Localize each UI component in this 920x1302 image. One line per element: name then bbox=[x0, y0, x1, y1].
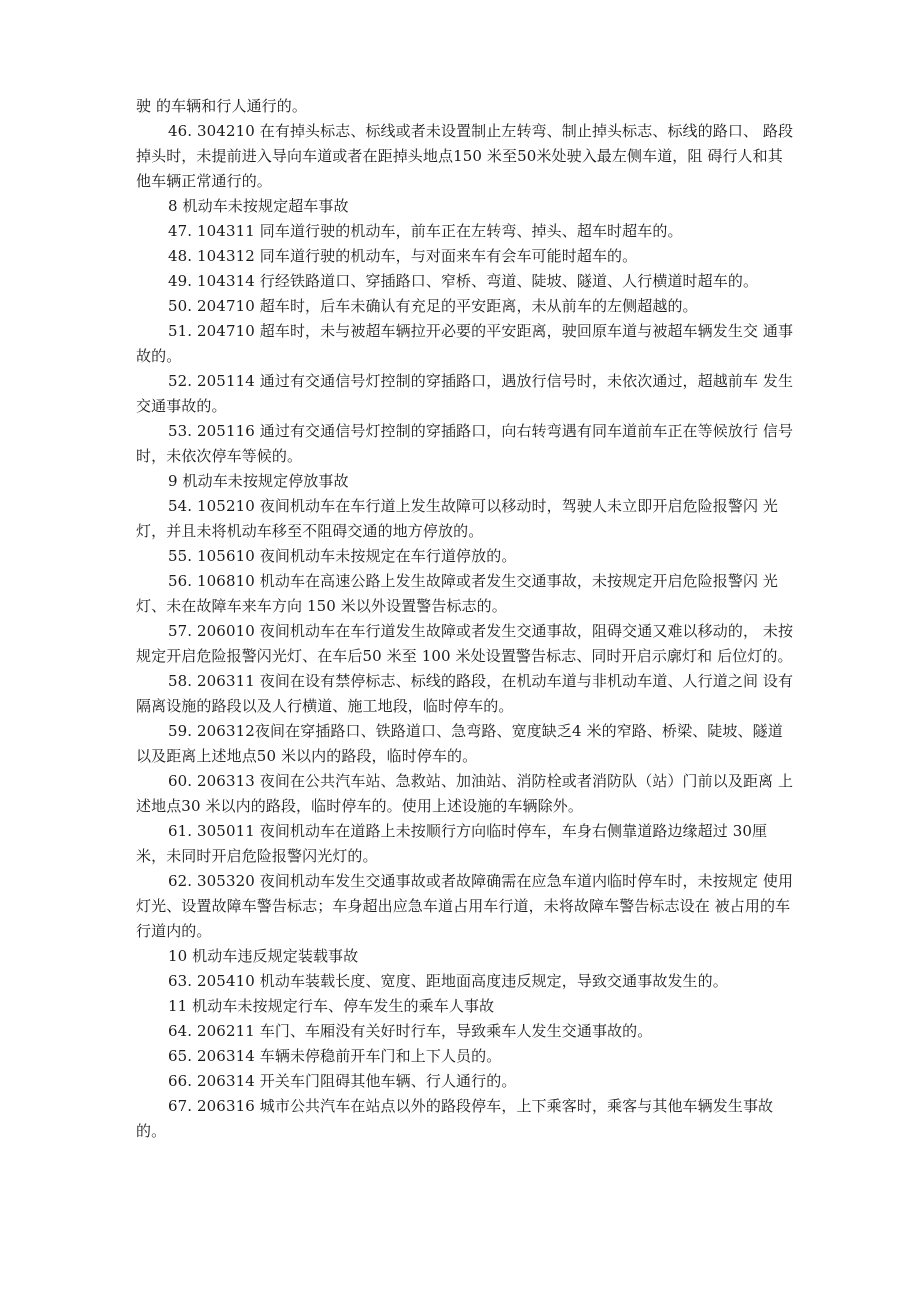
section-heading: 9 机动车未按规定停放事故 bbox=[168, 472, 349, 490]
list-item: 51. 204710 超车时，未与被超车辆拉开必要的平安距离，驶回原车道与被超车辆发生交 通事故的。 bbox=[136, 322, 794, 365]
list-item: 60. 206313 夜间在公共汽车站、急救站、加油站、消防栓或者消防队（站）门前以及距离 上述地点30 米以内的路段，临时停车的。使用上述设施的车辆除外。 bbox=[136, 772, 794, 815]
list-item: 65. 206314 车辆未停稳前开车门和上下人员的。 bbox=[168, 1047, 502, 1065]
list-item: 54. 105210 夜间机动车在车行道上发生故障可以移动时，驾驶人未立即开启危险报警闪 光灯，并且未将机动车移至不阻碍交通的地方停放的。 bbox=[136, 497, 779, 540]
section-heading: 8 机动车未按规定超车事故 bbox=[168, 197, 349, 215]
list-item: 57. 206010 夜间机动车在车行道发生故障或者发生交通事故，阻碍交通又难以移动的， 未按规定开启危险报警闪光灯、在车后50 米至 100 米处设置警告标志、同时开启示廓灯和 后位灯的。 bbox=[136, 622, 794, 665]
list-item: 62. 305320 夜间机动车发生交通事故或者故障确需在应急车道内临时停车时，未按规定 使用灯光、设置故障车警告标志；车身超出应急车道占用车行道，未将故障车警告标志设在 被占用的车行道内的。 bbox=[136, 872, 794, 940]
list-item: 49. 104314 行经铁路道口、穿插路口、窄桥、弯道、陡坡、隧道、人行横道时超车的。 bbox=[168, 272, 759, 290]
list-item: 61. 305011 夜间机动车在道路上未按顺行方向临时停车，车身右侧靠道路边缘超过 30厘米，未同时开启危险报警闪光灯的。 bbox=[136, 822, 768, 865]
list-item: 55. 105610 夜间机动车未按规定在车行道停放的。 bbox=[168, 547, 517, 565]
list-item: 50. 204710 超车时，后车未确认有充足的平安距离，未从前车的左侧超越的。 bbox=[168, 297, 698, 315]
list-item: 52. 205114 通过有交通信号灯控制的穿插路口，遇放行信号时，未依次通过，超越前车 发生交通事故的。 bbox=[136, 372, 794, 415]
list-item: 53. 205116 通过有交通信号灯控制的穿插路口，向右转弯遇有同车道前车正在等候放行 信号时，未依次停车等候的。 bbox=[136, 422, 794, 465]
list-item: 58. 206311 夜间在设有禁停标志、标线的路段，在机动车道与非机动车道、人行道之间 设有隔离设施的路段以及人行横道、施工地段，临时停车的。 bbox=[136, 672, 794, 715]
section-heading: 10 机动车违反规定装载事故 bbox=[168, 947, 359, 965]
list-item: 64. 206211 车门、车厢没有关好时行车，导致乘车人发生交通事故的。 bbox=[168, 1022, 653, 1040]
list-item: 48. 104312 同车道行驶的机动车，与对面来车有会车可能时超车的。 bbox=[168, 247, 638, 265]
list-item: 66. 206314 开关车门阻碍其他车辆、行人通行的。 bbox=[168, 1072, 517, 1090]
list-item: 63. 205410 机动车装载长度、宽度、距地面高度违反规定，导致交通事故发生的。 bbox=[168, 972, 728, 990]
document-body bbox=[136, 94, 796, 1144]
list-item: 67. 206316 城市公共汽车在站点以外的路段停车，上下乘客时，乘客与其他车辆发生事故的。 bbox=[136, 1097, 774, 1140]
list-item: 59. 206312夜间在穿插路口、铁路道口、急弯路、宽度缺乏4 米的窄路、桥梁、陡坡、隧道以及距离上述地点50 米以内的路段，临时停车的。 bbox=[136, 722, 783, 765]
list-item: 47. 104311 同车道行驶的机动车，前车正在左转弯、掉头、超车时超车的。 bbox=[168, 222, 683, 240]
list-item: 46. 304210 在有掉头标志、标线或者未设置制止左转弯、制止掉头标志、标线的路口、 路段掉头时，未提前进入导向车道或者在距掉头地点150 米至50米处驶入最左侧车道，阻 碍行人和其他车辆正常通行的。 bbox=[136, 122, 794, 190]
paragraph: 驶 的车辆和行人通行的。 bbox=[136, 97, 307, 115]
list-item: 56. 106810 机动车在高速公路上发生故障或者发生交通事故，未按规定开启危险报警闪 光灯、未在故障车来车方向 150 米以外设置警告标志的。 bbox=[136, 572, 779, 615]
section-heading: 11 机动车未按规定行车、停车发生的乘车人事故 bbox=[168, 997, 495, 1015]
